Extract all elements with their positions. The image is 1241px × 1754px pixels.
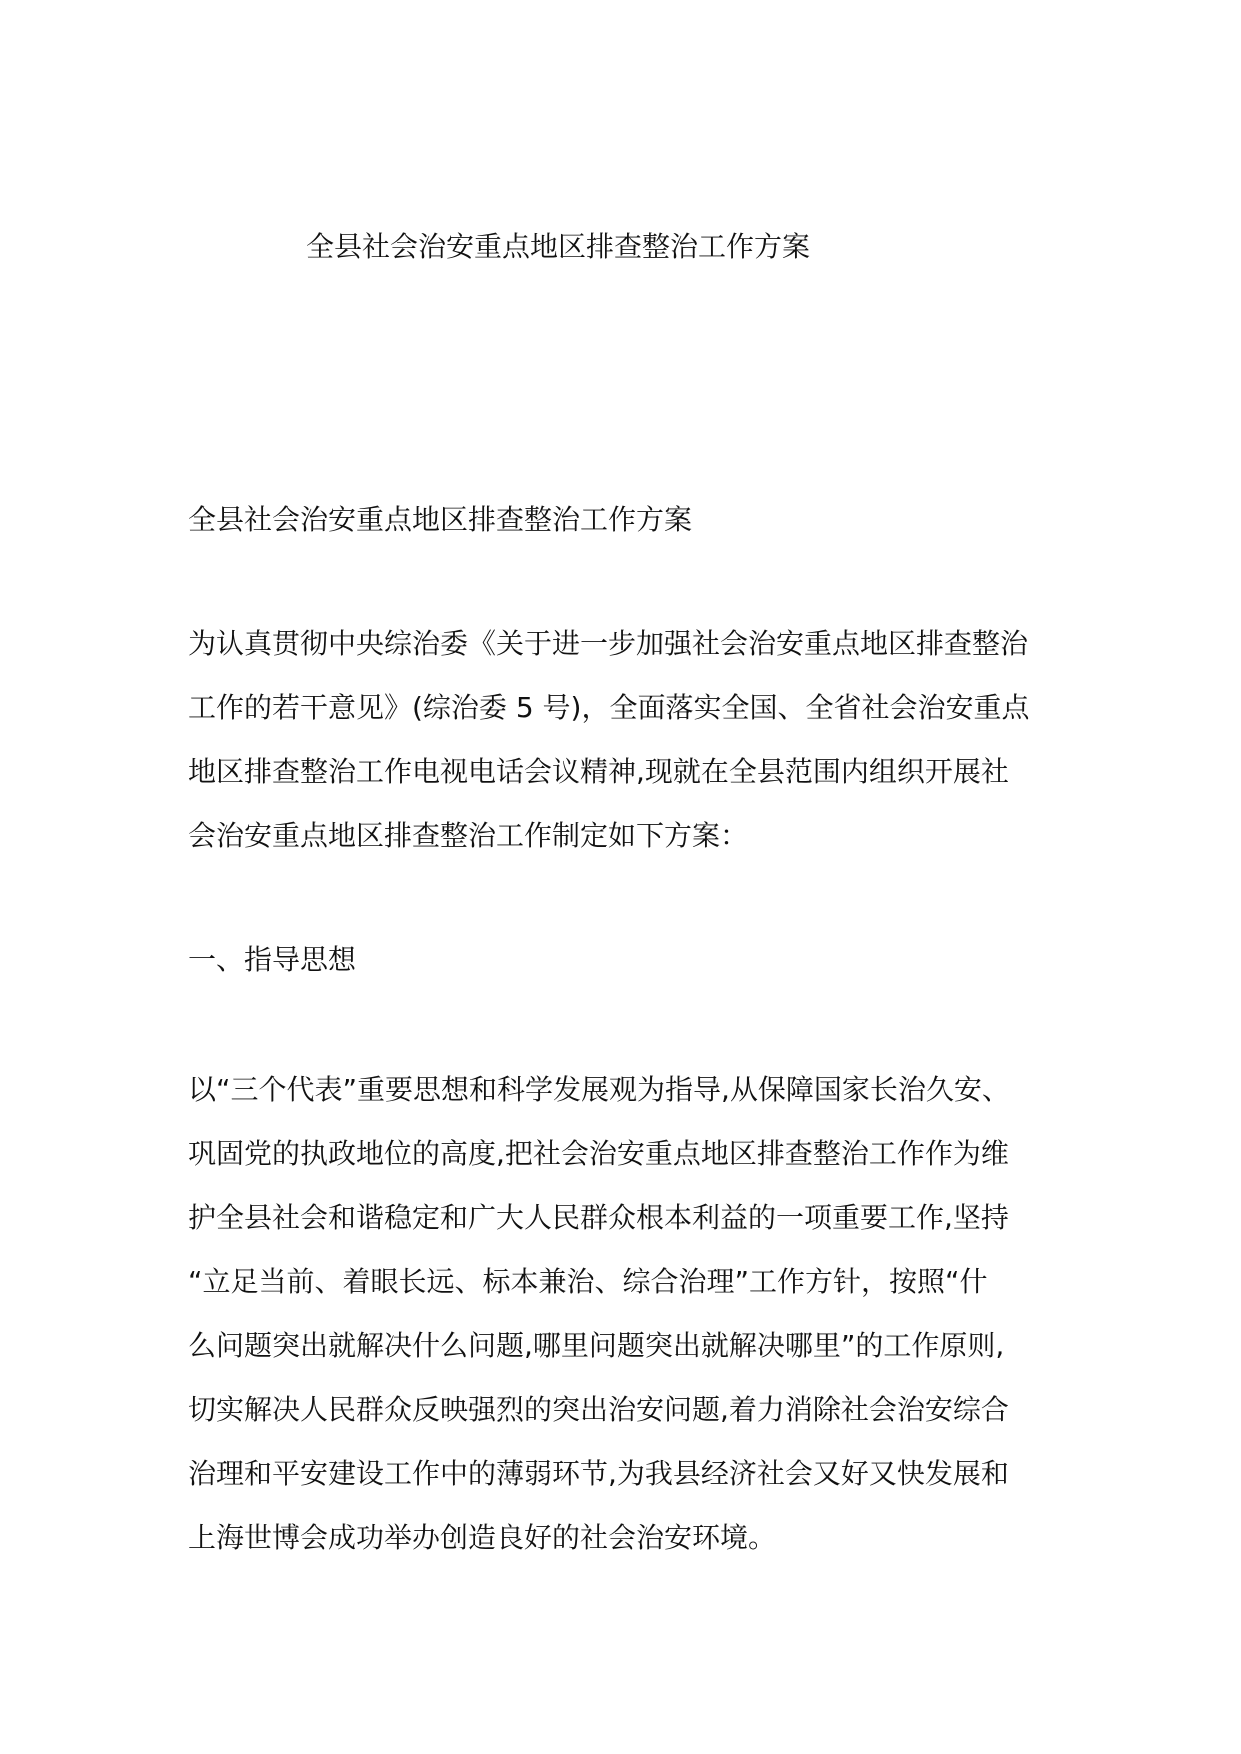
paragraph-line: 巩固党的执政地位的高度,把社会治安重点地区排查整治工作作为维 — [188, 1137, 1009, 1170]
section-heading-guiding-ideology — [188, 928, 1058, 992]
document-title: 全县社会治安重点地区排查整治工作方案 — [306, 230, 811, 263]
section-heading: 一、指导思想 — [188, 943, 357, 976]
paragraph-line: 护全县社会和谐稳定和广大人民群众根本利益的一项重要工作,坚持 — [188, 1201, 1009, 1234]
document-subtitle — [188, 488, 1058, 552]
guiding-ideology-paragraph — [188, 1058, 1058, 1570]
subtitle-line: 全县社会治安重点地区排查整治工作方案 — [188, 503, 693, 536]
paragraph-line: 治理和平安建设工作中的薄弱环节,为我县经济社会又好又快发展和 — [188, 1457, 1009, 1490]
paragraph-line: 以“三个代表”重要思想和科学发展观为指导,从保障国家长治久安、 — [188, 1073, 1010, 1106]
intro-line: 地区排查整治工作电视电话会议精神,现就在全县范围内组织开展社 — [188, 755, 1009, 788]
intro-line: 为认真贯彻中央综治委《关于进一步加强社会治安重点地区排查整治 — [188, 627, 1029, 660]
paragraph-line: 上海世博会成功举办创造良好的社会治安环境。 — [188, 1521, 777, 1554]
paragraph-line: 么问题突出就解决什么问题,哪里问题突出就解决哪里”的工作原则, — [188, 1329, 1005, 1362]
paragraph-line: “立足当前、着眼长远、标本兼治、综合治理”工作方针，按照“什 — [188, 1265, 988, 1298]
paragraph-line: 切实解决人民群众反映强烈的突出治安问题,着力消除社会治安综合 — [188, 1393, 1009, 1426]
intro-line: 工作的若干意见》(综治委 5 号)，全面落实全国、全省社会治安重点 — [188, 691, 1030, 724]
intro-line: 会治安重点地区排查整治工作制定如下方案： — [188, 819, 749, 852]
intro-paragraph — [188, 612, 1058, 868]
